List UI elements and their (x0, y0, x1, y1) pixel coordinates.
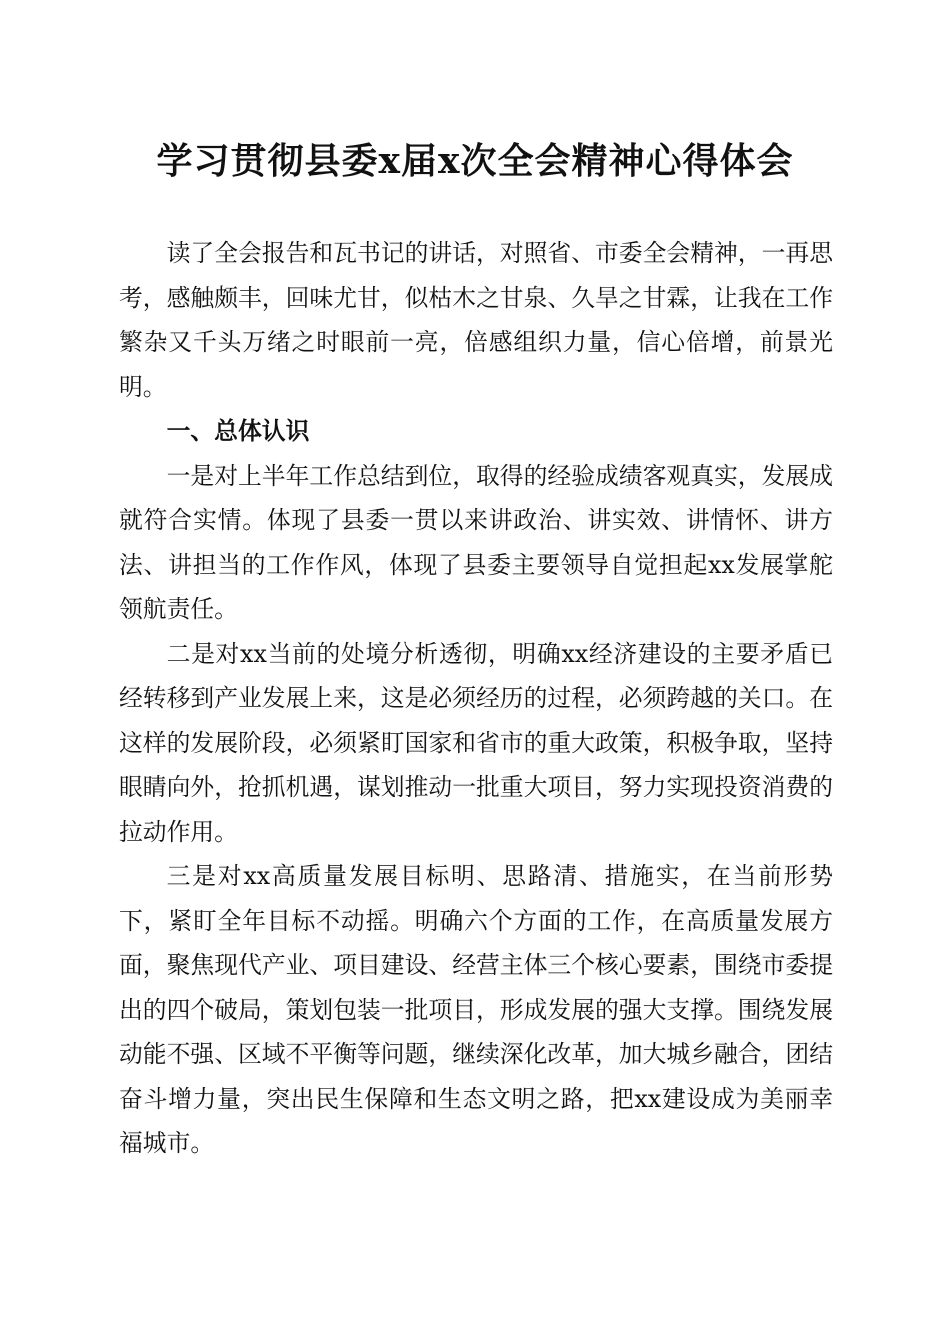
document-body (119, 231, 833, 1166)
document-title: 学习贯彻县委x届x次全会精神心得体会 (156, 140, 794, 182)
intro-paragraph: 读了全会报告和瓦书记的讲话，对照省、市委全会精神，一再思考，感触颇丰，回味尤甘，似枯木之甘泉、久旱之甘霖，让我在工作繁杂又千头万绪之时眼前一亮，倍感组织力量，信心倍增，前景光明。 (119, 239, 833, 401)
point-two-paragraph: 二是对xx当前的处境分析透彻，明确xx经济建设的主要矛盾已经转移到产业发展上来，这是必须经历的过程，必须跨越的关口。在这样的发展阶段，必须紧盯国家和省市的重大政策，积极争取，坚持眼睛向外，抢抓机遇，谋划推动一批重大项目，努力实现投资消费的拉动作用。 (119, 639, 833, 846)
point-three-paragraph: 三是对xx高质量发展目标明、思路清、措施实，在当前形势下，紧盯全年目标不动摇。明确六个方面的工作，在高质量发展方面，聚焦现代产业、项目建设、经营主体三个核心要素，围绕市委提出的四个破局，策划包装一批项目，形成发展的强大支撑。围绕发展动能不强、区域不平衡等问题，继续深化改革，加大城乡融合，团结奋斗增力量，突出民生保障和生态文明之路，把xx建设成为美丽幸福城市。 (119, 862, 833, 1157)
section-heading-overall-understanding: 一、总体认识 (166, 417, 310, 445)
point-one-paragraph: 一是对上半年工作总结到位，取得的经验成绩客观真实，发展成就符合实情。体现了县委一贯以来讲政治、讲实效、讲情怀、讲方法、讲担当的工作作风，体现了县委主要领导自觉担起xx发展掌舵领航责任。 (119, 461, 833, 623)
